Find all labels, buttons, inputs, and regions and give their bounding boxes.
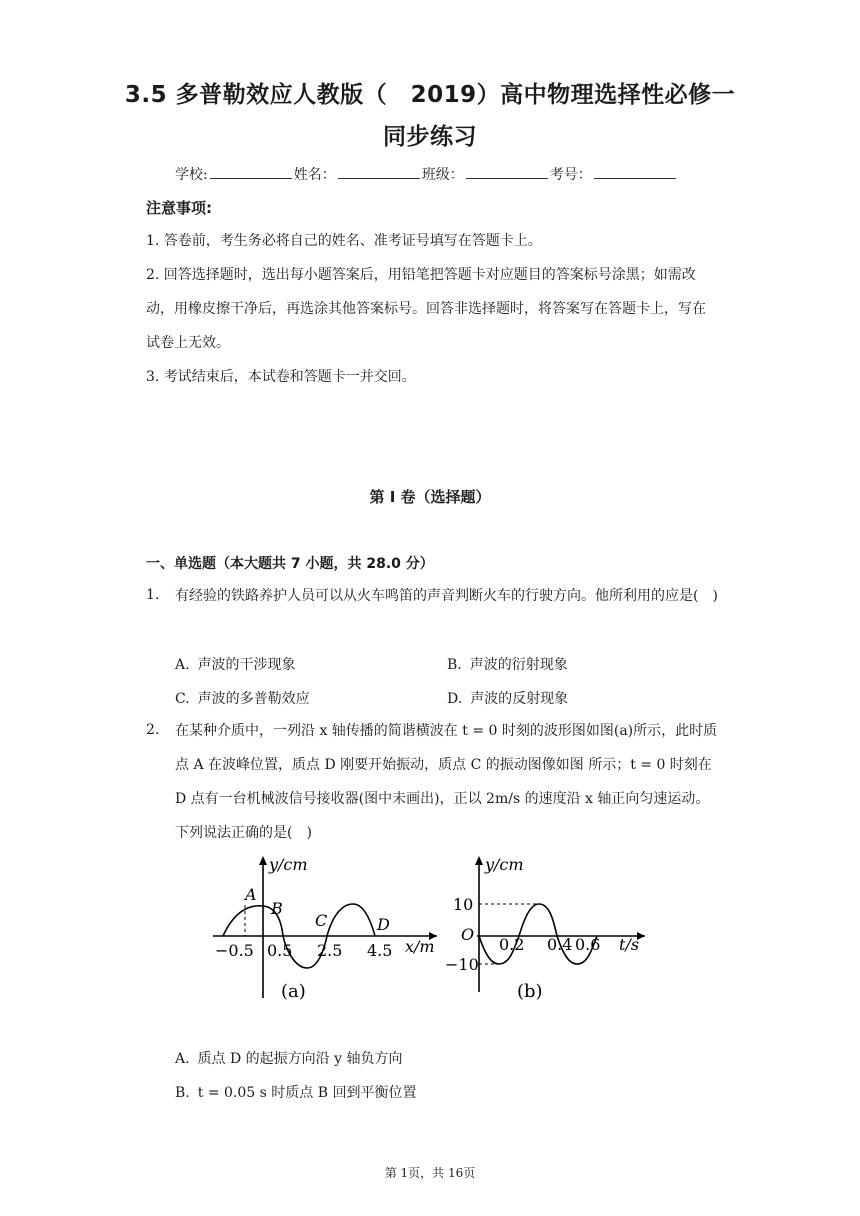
wave-figures <box>205 852 655 1007</box>
fig-a-tick-1: −0.5 <box>215 941 254 960</box>
page-footer: 第 1页，共 16页 <box>384 1166 476 1180</box>
fig-a-point-c: C <box>315 911 328 930</box>
fig-a-xlabel: x/m <box>405 937 435 956</box>
section-title: 第 I 卷（选择题） <box>369 488 491 506</box>
figure-a <box>213 855 437 1002</box>
fig-a-ylabel: y/cm <box>269 855 308 874</box>
figure-b <box>445 855 645 1002</box>
part-title: 一、单选题（本大题共 7 小题，共 28.0 分） <box>146 556 434 572</box>
q1-option-a[interactable]: A. 声波的干涉现象 <box>175 657 296 673</box>
fig-b-ytick-max: 10 <box>453 895 474 914</box>
fig-b-xtick-1: 0.2 <box>499 935 525 954</box>
fig-b-ytick-min: −10 <box>445 955 479 974</box>
fig-a-point-a: A <box>245 885 257 904</box>
class-blank[interactable] <box>466 166 548 179</box>
fig-b-xtick-3: 0.6 <box>575 935 601 954</box>
name-label: 姓名： <box>293 167 336 183</box>
q1-option-d[interactable]: D. 声波的反射现象 <box>447 691 569 707</box>
q1-option-b[interactable]: B. 声波的衍射现象 <box>447 657 568 673</box>
fig-b-xlabel: t/s <box>619 935 640 954</box>
q2-number: 2. <box>146 722 160 738</box>
student-info <box>175 164 678 184</box>
title-line1: 3.5 多普勒效应人教版（ 2019）高中物理选择性必修一 <box>124 82 736 108</box>
fig-b-wave <box>479 904 597 964</box>
notice-item-3: 3. 考试结束后，本试卷和答题卡一并交回。 <box>146 369 416 385</box>
q1-option-c[interactable]: C. 声波的多普勒效应 <box>175 691 310 707</box>
name-blank[interactable] <box>338 166 420 179</box>
exam-no-label: 考号： <box>549 167 592 183</box>
fig-b-y-arrow <box>475 856 483 865</box>
fig-a-tick-2: 0.5 <box>267 941 293 960</box>
exam-no-blank[interactable] <box>594 166 676 179</box>
title-line2: 同步练习 <box>383 124 477 150</box>
notice-heading: 注意事项: <box>146 199 212 217</box>
notice-item-2: 2. 回答选择题时，选出每小题答案后，用铅笔把答题卡对应题目的答案标号涂黑；如需改动，用橡皮擦干净后，再选涂其他答案标号。回答非选择题时，将答案写在答题卡上，写在试卷上无效。 <box>146 267 706 351</box>
school-label: 学校: <box>175 167 208 183</box>
fig-b-origin: O <box>461 925 475 944</box>
fig-b-ylabel: y/cm <box>485 855 524 874</box>
fig-a-y-arrow <box>259 856 267 865</box>
notice-item-1: 1. 答卷前，考生务必将自己的姓名、准考证号填写在答题卡上。 <box>146 233 542 249</box>
fig-a-tick-4: 4.5 <box>367 941 393 960</box>
fig-a-tick-3: 2.5 <box>317 941 343 960</box>
fig-b-caption: (b) <box>517 981 543 1002</box>
fig-a-point-b: B <box>271 899 283 918</box>
q1-text: 有经验的铁路养护人员可以从火车鸣笛的声音判断火车的行驶方向。他所利用的应是( ) <box>175 588 718 604</box>
school-blank[interactable] <box>210 166 292 179</box>
fig-b-xtick-2: 0.4 <box>547 935 573 954</box>
fig-a-point-d: D <box>377 915 390 934</box>
q1-number: 1. <box>146 587 160 603</box>
q2-option-a[interactable]: A. 质点 D 的起振方向沿 y 轴负方向 <box>175 1051 403 1067</box>
fig-a-caption: (a) <box>281 981 306 1002</box>
q2-option-b[interactable]: B. t = 0.05 s 时质点 B 回到平衡位置 <box>175 1085 417 1101</box>
q2-text: 在某种介质中，一列沿 x 轴传播的简谐横波在 t = 0 时刻的波形图如图(a)所示，此时质点 A 在波峰位置，质点 D 刚要开始振动，质点 C 的振动图像如图 所示；t = 0 时刻在 D 点有一台机械波信号接收器(图中未画出)，正以 2m/s 的速度沿 x 轴正向匀速运动。下列说法正确的是( ) <box>175 723 718 841</box>
class-label: 班级： <box>421 167 464 183</box>
